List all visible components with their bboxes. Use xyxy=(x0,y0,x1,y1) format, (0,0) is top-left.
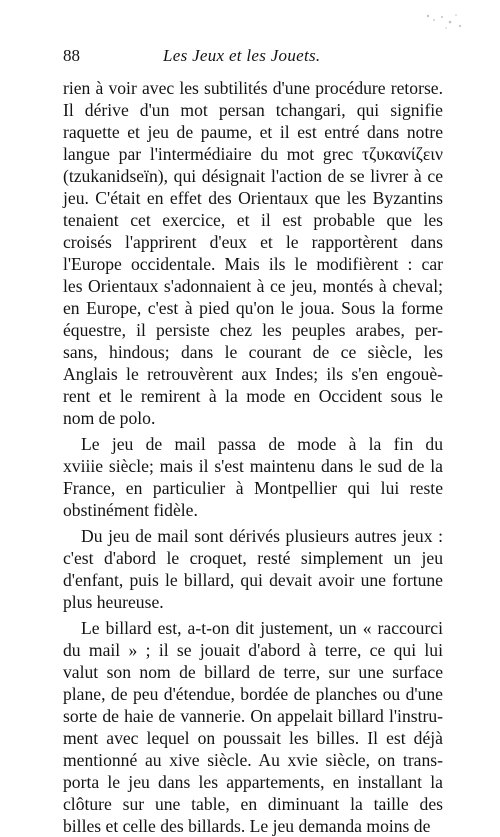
text-line: France, en particulier à Montpellier qui lui reste xyxy=(63,478,443,498)
text-line: jeu. C'était en effet des Orientaux que les Byzantins xyxy=(63,188,443,208)
text-line: rent et le remirent à la mode en Occident sous le xyxy=(63,386,443,406)
text-line: du mail » ; il se jouait d'abord à terre, ce qui lui xyxy=(63,640,443,660)
text-line: billes et celle des billards. Le jeu demanda moins de xyxy=(63,816,431,836)
text-line: Le billard est, a-t-on dit justement, un « raccourci xyxy=(81,618,443,638)
text-line: sorte de haie de vannerie. On appelait billard l'instru- xyxy=(63,706,443,726)
paragraph xyxy=(63,433,443,521)
text-line: mentionné au xive siècle. Au xvie siècle, on trans- xyxy=(63,750,443,770)
paragraph xyxy=(63,617,443,837)
text-line: obstinément fidèle. xyxy=(63,500,198,520)
text-line: xviiie siècle; mais il s'est maintenu dans le sud de la xyxy=(63,456,443,476)
text-line: équestre, il persiste chez les peuples arabes, per- xyxy=(63,320,443,340)
page-number: 88 xyxy=(63,46,80,65)
text-line: ment avec lequel on poussait les billes. Il est déjà xyxy=(63,728,443,748)
text-line: sans, hindous; dans le courant de ce siècle, les xyxy=(63,342,443,362)
running-title: Les Jeux et les Jouets. xyxy=(163,46,321,65)
page-header xyxy=(63,46,443,70)
text-line: (tzukanidseïn), qui désignait l'action de se livrer à ce xyxy=(63,166,443,186)
text-line: raquette et jeu de paume, et il est entré dans notre xyxy=(63,122,443,142)
text-line: en Europe, c'est à pied qu'on le joua. Sous la forme xyxy=(63,298,443,318)
text-line: valut son nom de billard de terre, sur une surface xyxy=(63,662,443,682)
paragraph xyxy=(63,77,443,429)
text-line: nom de polo. xyxy=(63,408,156,428)
text-line: clôture sur une table, en diminuant la taille des xyxy=(63,794,443,814)
text-line: les Orientaux s'adonnaient à ce jeu, montés à cheval; xyxy=(63,276,443,296)
text-line: Du jeu de mail sont dérivés plusieurs autres jeux : xyxy=(81,526,443,546)
text-line: Anglais le retrouvèrent aux Indes; ils s'en engouè- xyxy=(63,364,443,384)
text-line: porta le jeu dans les appartements, en installant la xyxy=(63,772,443,792)
ink-smudge xyxy=(420,10,464,36)
text-line: c'est d'abord le croquet, resté simplement un jeu xyxy=(63,548,443,568)
text-line: Il dérive d'un mot persan tchangari, qui signifie xyxy=(63,100,443,120)
text-line: plus heureuse. xyxy=(63,592,164,612)
text-line: tenaient cet exercice, et il est probable que les xyxy=(63,210,443,230)
text-line: l'Europe occidentale. Mais ils le modifièrent : car xyxy=(63,254,443,274)
text-line: rien à voir avec les subtilités d'une procédure retorse. xyxy=(63,78,443,98)
text-line: croisés l'apprirent d'eux et le rapportèrent dans xyxy=(63,232,443,252)
text-line: Le jeu de mail passa de mode à la fin du xyxy=(81,434,443,454)
text-line: langue par l'intermédiaire du mot grec τζυκανίζειν xyxy=(63,144,443,164)
body-text xyxy=(63,77,443,837)
paragraph xyxy=(63,525,443,613)
text-line: d'enfant, puis le billard, qui devait avoir une fortune xyxy=(63,570,443,590)
text-line: plane, de peu d'étendue, bordée de planches ou d'une xyxy=(63,684,443,704)
